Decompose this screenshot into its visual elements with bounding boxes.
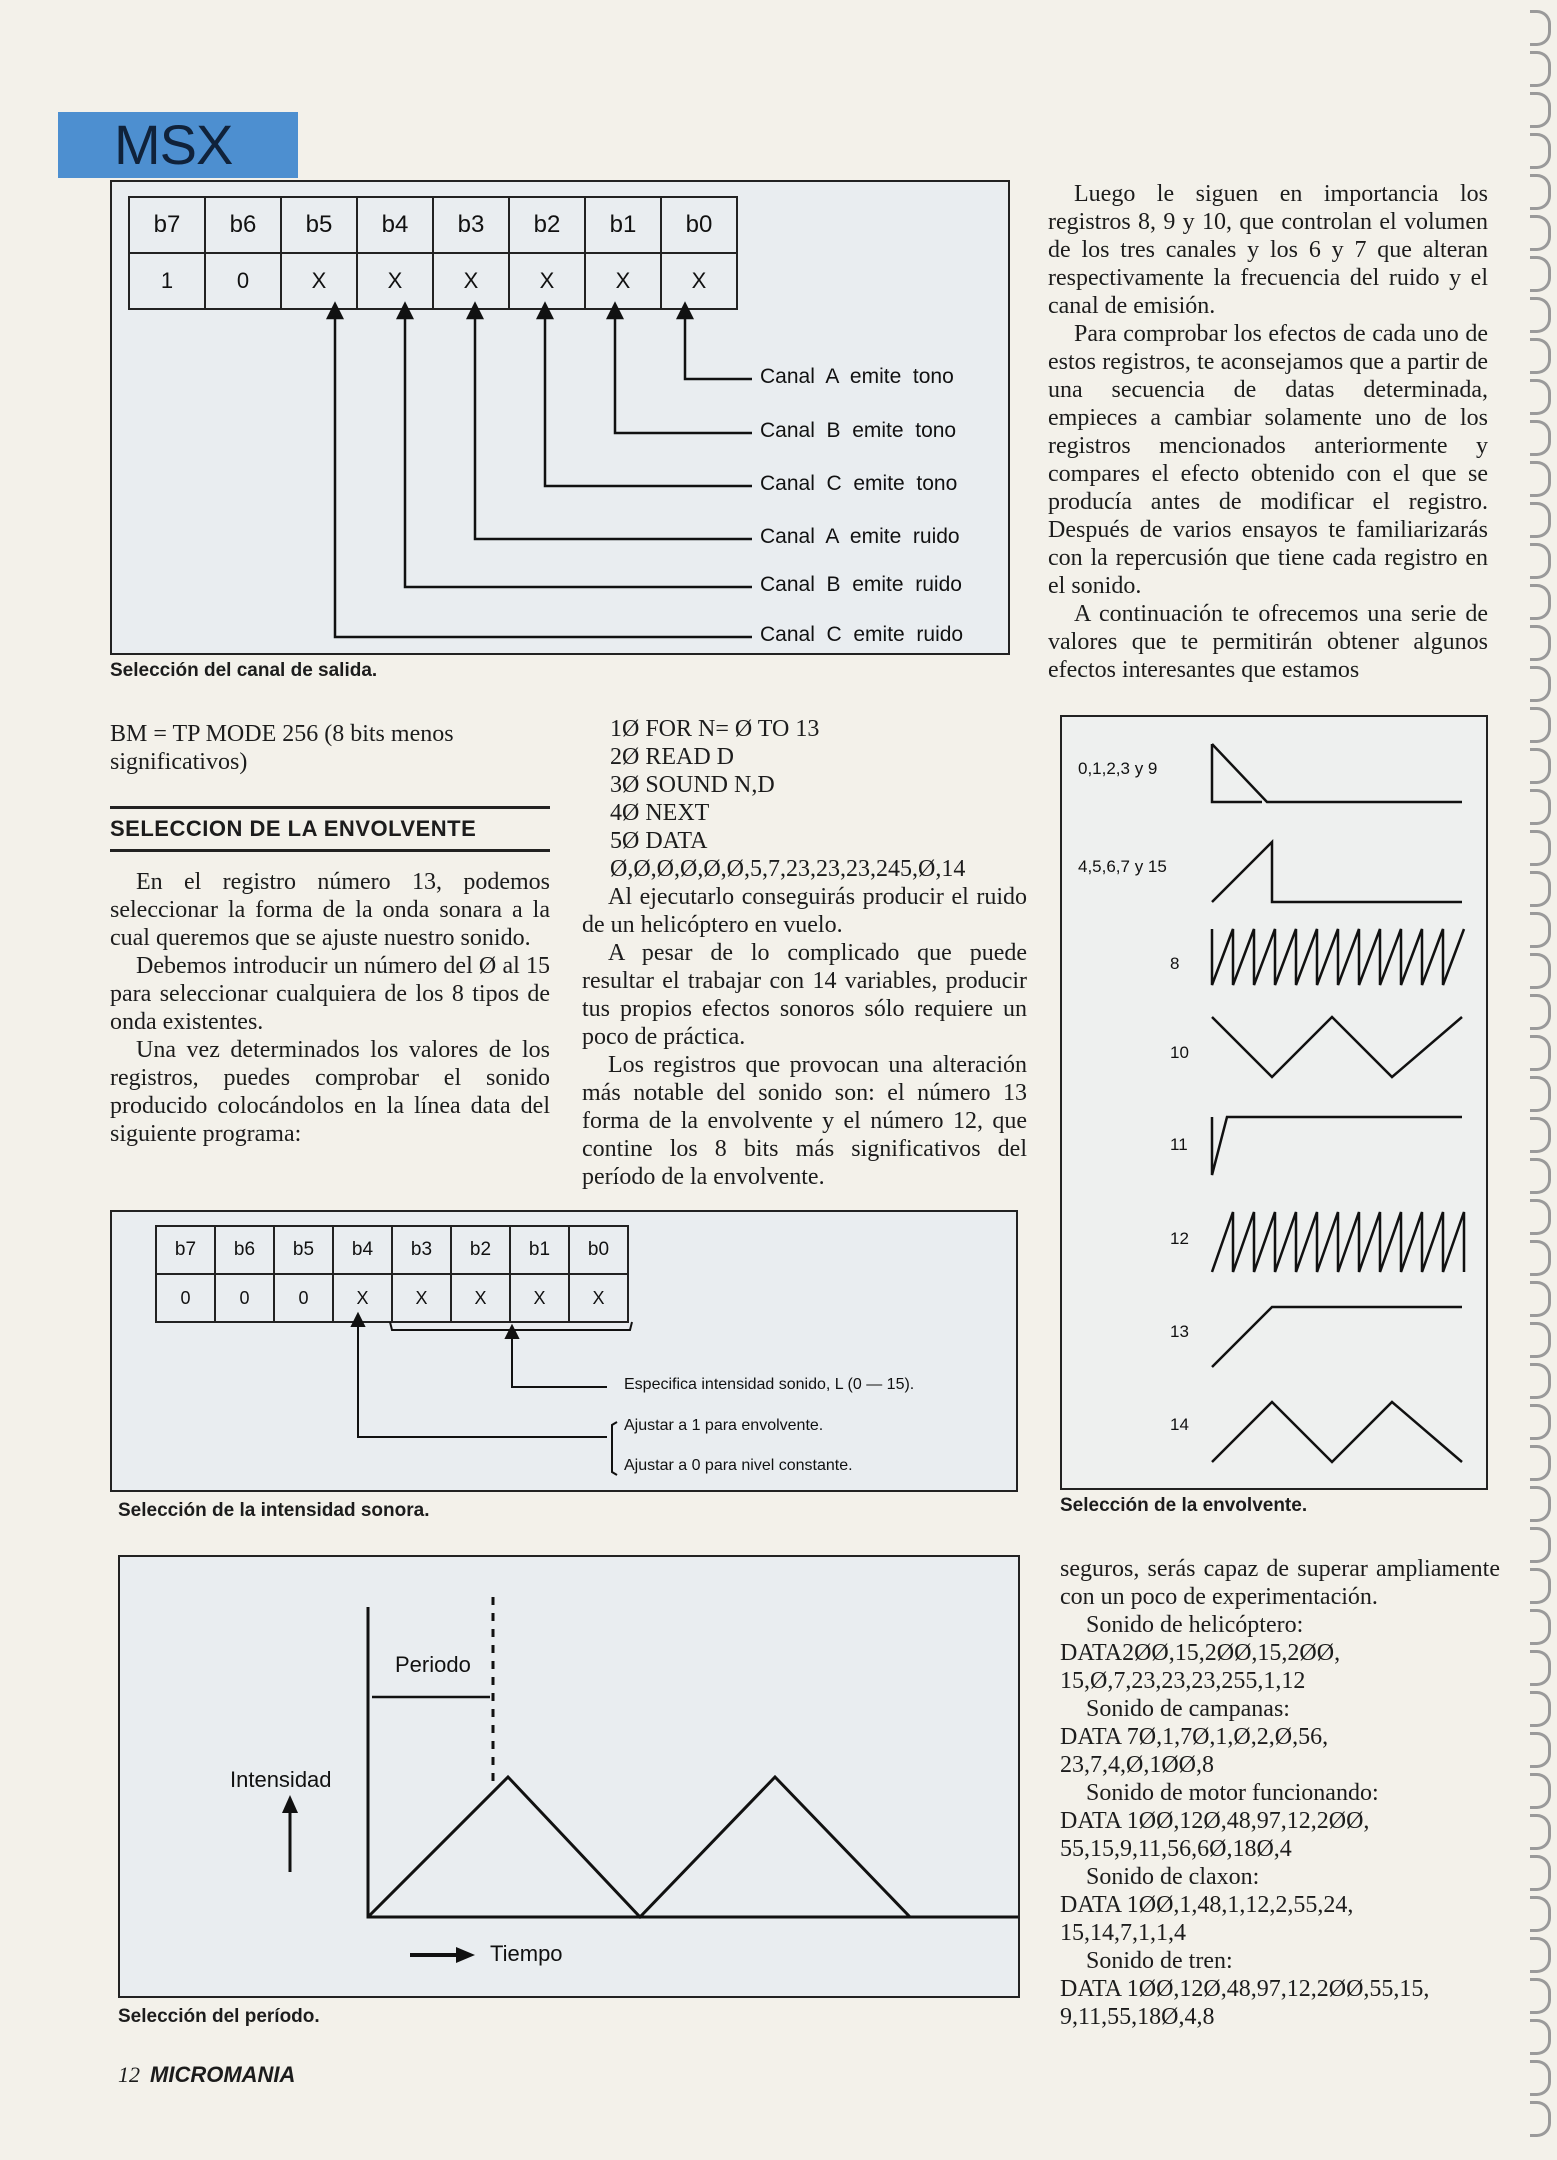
- spiral-hole: [1530, 1035, 1551, 1071]
- envelope-label: 14: [1170, 1415, 1189, 1434]
- spiral-hole: [1530, 912, 1551, 948]
- spiral-hole: [1530, 2019, 1551, 2055]
- spiral-hole: [1530, 1158, 1551, 1194]
- spiral-hole: [1530, 174, 1551, 210]
- bit-value: X: [333, 1274, 392, 1322]
- bit-value: X: [451, 1274, 510, 1322]
- label-adjust-constant: Ajustar a 0 para nivel constante.: [624, 1457, 853, 1474]
- spiral-hole: [1530, 502, 1551, 538]
- spiral-hole: [1530, 1814, 1551, 1850]
- period-waveform: [368, 1777, 910, 1917]
- spiral-hole: [1530, 420, 1551, 456]
- spiral-hole: [1530, 133, 1551, 169]
- spiral-hole: [1530, 1281, 1551, 1317]
- label-tiempo: Tiempo: [490, 1941, 563, 1966]
- spiral-hole: [1530, 1691, 1551, 1727]
- spiral-hole: [1530, 1363, 1551, 1399]
- envelope-figure-caption: Selección de la envolvente.: [1060, 1495, 1308, 1516]
- paragraph: En el registro número 13, podemos seleccionar la forma de la onda sonara a la cual queremos que se ajuste nuestro sonido.: [110, 869, 550, 951]
- bit-value: X: [569, 1274, 628, 1322]
- bit-header: b2: [451, 1226, 510, 1274]
- left-column: [110, 720, 550, 1148]
- code-line: 3Ø SOUND N,D: [610, 772, 775, 798]
- sound-title: Sonido de campanas:: [1086, 1696, 1290, 1722]
- sound-title: Sonido de tren:: [1086, 1948, 1233, 1974]
- spiral-hole: [1530, 625, 1551, 661]
- bit-value: 1: [129, 253, 205, 309]
- bit-value: X: [509, 253, 585, 309]
- spiral-hole: [1530, 1486, 1551, 1522]
- page-footer: [118, 2062, 295, 2088]
- magazine-name: MICROMANIA: [150, 2062, 296, 2087]
- bit-value: 0: [156, 1274, 215, 1322]
- spiral-binding: [1520, 0, 1557, 2160]
- spiral-hole: [1530, 871, 1551, 907]
- period-figure: [118, 1555, 1020, 1998]
- bit-header: b6: [205, 197, 281, 253]
- bit-value: X: [585, 253, 661, 309]
- right-column-bottom: [1060, 1555, 1500, 2031]
- spiral-hole: [1530, 830, 1551, 866]
- spiral-hole: [1530, 10, 1551, 46]
- spiral-hole: [1530, 994, 1551, 1030]
- spiral-hole: [1530, 666, 1551, 702]
- spiral-hole: [1530, 2060, 1551, 2096]
- spiral-hole: [1530, 297, 1551, 333]
- spiral-hole: [1530, 1978, 1551, 2014]
- paragraph: Una vez determinados los valores de los registros, puedes comprobar el sonido producido colocándolos en la línea data del siguiente programa:: [110, 1037, 550, 1147]
- code-line: 2Ø READ D: [610, 744, 734, 770]
- page-number: 12: [118, 2062, 140, 2087]
- bit-header: b3: [433, 197, 509, 253]
- intensity-arrows: [112, 1212, 1016, 1490]
- bit-header: b1: [510, 1226, 569, 1274]
- intensity-figure: [110, 1210, 1018, 1492]
- spiral-hole: [1530, 1568, 1551, 1604]
- paragraph: A pesar de lo complicado que puede resultar el trabajar con 14 variables, producir tus propios efectos sonoros sólo requiere un poco de práctica.: [582, 940, 1027, 1050]
- bit-header: b5: [274, 1226, 333, 1274]
- channel-figure-caption: Selección del canal de salida.: [110, 660, 378, 681]
- spiral-hole: [1530, 953, 1551, 989]
- label-canal-c-ruido: Canal C emite ruido: [760, 623, 964, 646]
- label-canal-b-tono: Canal B emite tono: [760, 419, 957, 442]
- spiral-hole: [1530, 92, 1551, 128]
- spiral-hole: [1530, 2101, 1551, 2137]
- sound-data: 9,11,55,18Ø,4,8: [1060, 2004, 1215, 2030]
- spiral-hole: [1530, 379, 1551, 415]
- bit-header: b7: [156, 1226, 215, 1274]
- waveform-4567-15: [1212, 842, 1462, 902]
- sound-data: DATA 1ØØ,1,48,1,12,2,55,24,: [1060, 1892, 1354, 1918]
- bit-value: X: [281, 253, 357, 309]
- bit-value: 0: [274, 1274, 333, 1322]
- code-line: 1Ø FOR N= Ø TO 13: [610, 716, 820, 742]
- label-adjust-envelope: Ajustar a 1 para envolvente.: [624, 1417, 824, 1434]
- envelope-label: 13: [1170, 1322, 1189, 1341]
- label-canal-a-ruido: Canal A emite ruido: [760, 525, 960, 548]
- bit-header: b4: [357, 197, 433, 253]
- paragraph: A continuación te ofrecemos una serie de valores que te permitirán obtener algunos efectos interesantes que estamos: [1048, 601, 1488, 683]
- spiral-hole: [1530, 1937, 1551, 1973]
- envelope-label: 11: [1170, 1135, 1188, 1154]
- envelope-label: 0,1,2,3 y 9: [1078, 759, 1158, 778]
- bit-header: b1: [585, 197, 661, 253]
- waveform-10: [1212, 1017, 1462, 1077]
- paragraph: Al ejecutarlo conseguirás producir el ruido de un helicóptero en vuelo.: [582, 884, 1027, 938]
- bit-header: b5: [281, 197, 357, 253]
- spiral-hole: [1530, 1199, 1551, 1235]
- section-title: SELECCION DE LA ENVOLVENTE: [110, 806, 550, 852]
- waveform-13: [1212, 1307, 1462, 1367]
- spiral-hole: [1530, 1240, 1551, 1276]
- spiral-hole: [1530, 461, 1551, 497]
- waveform-11: [1212, 1117, 1462, 1175]
- spiral-hole: [1530, 707, 1551, 743]
- spiral-hole: [1530, 51, 1551, 87]
- label-canal-b-ruido: Canal B emite ruido: [760, 573, 962, 596]
- paragraph: Debemos introducir un número del Ø al 15 para seleccionar cualquiera de los 8 tipos de onda existentes.: [110, 953, 550, 1035]
- sound-title: Sonido de motor funcionando:: [1086, 1780, 1379, 1806]
- spiral-hole: [1530, 789, 1551, 825]
- label-intensity: Especifica intensidad sonido, L (0 — 15).: [624, 1376, 915, 1393]
- spiral-hole: [1530, 748, 1551, 784]
- bit-value: 0: [215, 1274, 274, 1322]
- bit-header: b3: [392, 1226, 451, 1274]
- spiral-hole: [1530, 1527, 1551, 1563]
- bit-header: b0: [661, 197, 737, 253]
- channel-selection-figure: [110, 180, 1010, 655]
- code-line: 4Ø NEXT: [610, 800, 710, 826]
- bit-value: X: [510, 1274, 569, 1322]
- basic-program: [582, 715, 1027, 883]
- sound-data: 15,Ø,7,23,23,23,255,1,12: [1060, 1668, 1306, 1694]
- sound-data: 55,15,9,11,56,6Ø,18Ø,4: [1060, 1836, 1292, 1862]
- middle-column: [582, 715, 1027, 1191]
- spiral-hole: [1530, 584, 1551, 620]
- paragraph: seguros, serás capaz de superar ampliamente con un poco de experimentación.: [1060, 1556, 1500, 1610]
- sound-data: 23,7,4,Ø,1ØØ,8: [1060, 1752, 1214, 1778]
- spiral-hole: [1530, 1650, 1551, 1686]
- label-intensidad: Intensidad: [230, 1767, 332, 1792]
- spiral-hole: [1530, 1609, 1551, 1645]
- envelope-label: 10: [1170, 1043, 1189, 1062]
- bit-value: X: [392, 1274, 451, 1322]
- envelope-figure: [1060, 715, 1488, 1490]
- paragraph: Para comprobar los efectos de cada uno de estos registros, te aconsejamos que a partir de una secuencia de datas determinada, empieces a cambiar solamente uno de los registros mencionados anteriormente y compares el efecto obtenido con el que se producía antes de modificar el registro. Después de varios ensayos te familiarizarás con la repercusión que tiene cada registro en el sonido.: [1048, 321, 1488, 599]
- paragraph: Luego le siguen en importancia los registros 8, 9 y 10, que controlan el volumen de los tres canales y los 6 y 7 que alteran respectivamente la frecuencia del ruido y el canal de emisión.: [1048, 181, 1488, 319]
- bit-header: b4: [333, 1226, 392, 1274]
- period-figure-caption: Selección del período.: [118, 2006, 320, 2027]
- waveform-14: [1212, 1402, 1462, 1462]
- spiral-hole: [1530, 1896, 1551, 1932]
- spiral-hole: [1530, 1322, 1551, 1358]
- envelope-label: 12: [1170, 1229, 1189, 1248]
- intensity-figure-caption: Selección de la intensidad sonora.: [118, 1500, 430, 1521]
- spiral-hole: [1530, 1732, 1551, 1768]
- spiral-hole: [1530, 543, 1551, 579]
- paragraph: Los registros que provocan una alteración más notable del sonido son: el número 13 forma de la envolvente y el número 12, que contine los 8 bits más significativos del período de la envolvente.: [582, 1052, 1027, 1190]
- spiral-hole: [1530, 338, 1551, 374]
- sound-data: 15,14,7,1,1,4: [1060, 1920, 1186, 1946]
- bit-header: b0: [569, 1226, 628, 1274]
- spiral-hole: [1530, 1773, 1551, 1809]
- label-canal-c-tono: Canal C emite tono: [760, 472, 958, 495]
- label-periodo: Periodo: [395, 1652, 471, 1677]
- envelope-label: 8: [1170, 954, 1180, 973]
- bit-header: b2: [509, 197, 585, 253]
- code-line: Ø,Ø,Ø,Ø,Ø,Ø,5,7,23,23,23,245,Ø,14: [610, 856, 966, 882]
- sound-title: Sonido de helicóptero:: [1086, 1612, 1304, 1638]
- right-column-top: [1048, 180, 1488, 684]
- bit-value: X: [433, 253, 509, 309]
- bit-header: b7: [129, 197, 205, 253]
- sound-data: DATA2ØØ,15,2ØØ,15,2ØØ,: [1060, 1640, 1341, 1666]
- bit-value: X: [661, 253, 737, 309]
- bit-value: 0: [205, 253, 281, 309]
- sound-data: DATA 1ØØ,12Ø,48,97,12,2ØØ,: [1060, 1808, 1370, 1834]
- spiral-hole: [1530, 1404, 1551, 1440]
- label-canal-a-tono: Canal A emite tono: [760, 365, 954, 388]
- bit-value: X: [357, 253, 433, 309]
- spiral-hole: [1530, 256, 1551, 292]
- sound-data: DATA 1ØØ,12Ø,48,97,12,2ØØ,55,15,: [1060, 1976, 1430, 2002]
- spiral-hole: [1530, 215, 1551, 251]
- bm-line: BM = TP MODE 256 (8 bits menos significativos): [110, 721, 454, 775]
- sound-title: Sonido de claxon:: [1086, 1864, 1260, 1890]
- sound-data: DATA 7Ø,1,7Ø,1,Ø,2,Ø,56,: [1060, 1724, 1329, 1750]
- envelope-label: 4,5,6,7 y 15: [1078, 857, 1167, 876]
- envelope-waveforms: [1062, 717, 1486, 1488]
- bit-header: b6: [215, 1226, 274, 1274]
- spiral-hole: [1530, 1076, 1551, 1112]
- code-line: 5Ø DATA: [610, 828, 708, 854]
- spiral-hole: [1530, 1855, 1551, 1891]
- waveform-8: [1212, 929, 1464, 985]
- spiral-hole: [1530, 1445, 1551, 1481]
- section-tag: MSX: [58, 112, 298, 178]
- spiral-hole: [1530, 1117, 1551, 1153]
- waveform-12: [1212, 1212, 1464, 1272]
